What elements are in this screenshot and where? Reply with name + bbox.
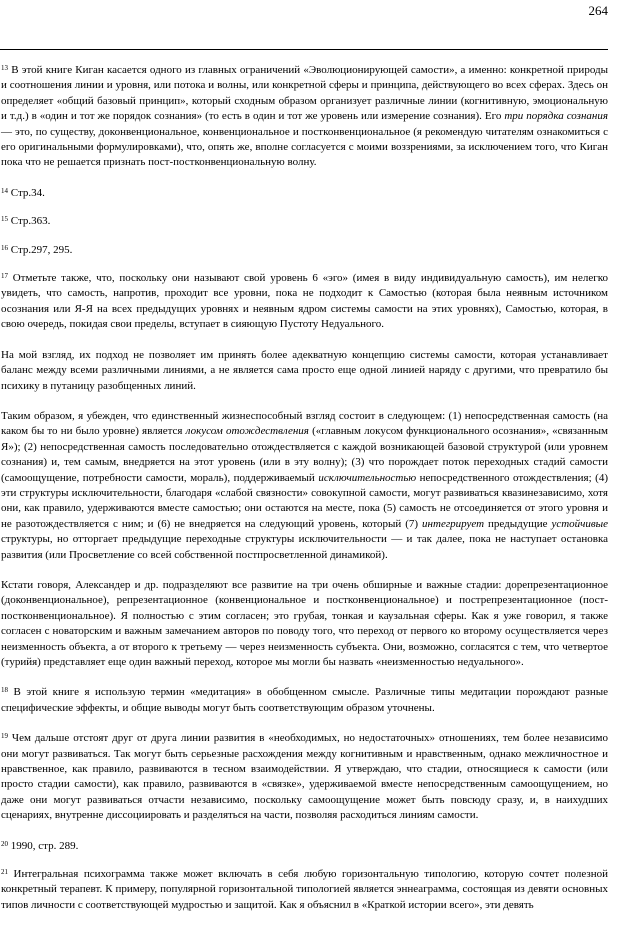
paragraph-text: («главным локусом функционального осознания», «связанным Я»); (2) непосредственная самость последовательно отождествляется с каждой возникающей базовой структурой (или уровнем сознания) и, тем самым, внедряется на этот уровень (или в эту волну); (3) что порождает поток переходных стадий самости (самоощущение, потребности самости, мораль), поддерживаемый — [1, 425, 608, 484]
paragraph-text: непосредственного отождествления; (4) эти структуры исключительности, благодаря «слабой связности» совокупной самости, могут развиваться квазинезависимо, хотя они, как правило, удерживаются вместе самостью; они остаются на месте, пока (5) самость не отсоединяется от этого уровня и не разотождествляется с ним; и (6) не внедряется на следующий уровень, который (7) — [1, 471, 608, 530]
paragraph-text: В этой книге Киган касается одного из главных ограничений «Эволюционирующей самости», а именно: конкретной природы и соотношения линии и уровня, или потока и волны, или конкретной сферы и принципа, действующего во всех сферах. Здесь он определяет «общий базовый принцип», который сходным образом организует различные линии (когнитивную, эмоциональную и т.д.) в «один и тот же порядок сознания» (то есть в один и тот же уровень или измерение сознания). Его — [1, 64, 608, 123]
footnote-number: 20 — [1, 839, 8, 848]
footnote-number: 21 — [1, 868, 8, 877]
paragraph — [1, 578, 608, 670]
footnote-number: 19 — [1, 732, 8, 741]
paragraph — [1, 685, 608, 716]
footnote-number: 13 — [1, 64, 8, 72]
paragraph — [1, 348, 608, 394]
footnote-number: 15 — [1, 215, 8, 224]
paragraph — [1, 63, 608, 171]
paragraph — [1, 214, 608, 229]
italic-text: локусом отождествления — [185, 425, 309, 438]
paragraph-text: Интегральная психограмма также может включать в себя любую горизонтальную типологию, которую сочтет полезной конкретный терапевт. К примеру, популярной горизонтальной типологией является эннеаграмма, состоящая из девяти основных типов личности с соответствующей мудростью и защитой. Как я объяснил в «Краткой истории всего», эти девять — [1, 868, 608, 911]
italic-text: исключительностью — [318, 471, 417, 484]
italic-text: устойчивые — [551, 517, 609, 530]
page-body — [1, 63, 608, 928]
paragraph-text: Стр.297, 295. — [8, 243, 73, 256]
paragraph — [1, 243, 608, 258]
paragraph — [1, 271, 608, 333]
paragraph — [1, 409, 608, 563]
italic-text: интегрирует — [422, 517, 485, 530]
page-number: 264 — [588, 3, 608, 18]
paragraph-text: 1990, стр. 289. — [8, 839, 79, 852]
italic-text: три порядка сознания — [504, 110, 608, 123]
paragraph — [1, 839, 608, 854]
paragraph — [1, 731, 608, 823]
paragraph-text: Чем дальше отстоят друг от друга линии развития в «необходимых, но недостаточных» отношениях, тем более независимо они могут развиваться. Так могут быть серьезные расхождения между когнитивным и нравственным, однако межличностное и нравственное, как правило, развиваются в тесном взаимодействии. Я утверждаю, что стадии, относящиеся к самости (или просто стадии самости), как правило, развиваются в «связке», удерживаемой вместе непосредственным самоощущением, но даже они могут развиваться отчасти независимо, поскольку самоощущение может быть повсюду сразу, и, в наихудших сценариях, внутренне диссоциировать и разделяться на части, позволяя расходиться линиям самости. — [1, 732, 608, 822]
header-rule — [0, 49, 608, 50]
paragraph-text: Стр.34. — [8, 186, 45, 199]
paragraph-text: В этой книге я использую термин «медитация» в обобщенном смысле. Различные типы медитации порождают разные специфические эффекты, и общие выводы могут быть соответствующим образом уточнены. — [1, 686, 608, 714]
paragraph-text: Стр.363. — [8, 215, 51, 228]
paragraph-text: На мой взгляд, их подход не позволяет им принять более адекватную концепцию системы самости, которая устанавливает баланс между всеми различными линиями, а не является сама просто еще одной линией наряду с другими, что превратило бы психику в путаницу разобщенных линий. — [1, 348, 608, 392]
footnote-number: 16 — [1, 243, 8, 252]
paragraph-text: предыдущие — [484, 517, 552, 530]
paragraph-text: Кстати говоря, Александер и др. подразделяют все развитие на три очень обширные и важные стадии: дорепрезентационное (доконвенциональное), репрезентационное (конвенциональное и постконвенциональное) и пострепрезентационное (пост-постконвенциональное). Я полностью с этим согласен; это грубая, тонкая и каузальная сферы. Как я уже говорил, я также согласен с новаторским и важным замечанием авторов по поводу того, что переход от первого ко второму осуществляется через неизменность объекта, а от второго к третьему — через неизменность субъекта. Они, возможно, согласятся с тем, что четвертое (турийя) представляет еще один важный переход, которое мы могли бы назвать «неизменностью недуального». — [1, 578, 608, 668]
paragraph-text: структуры, но отторгает предыдущие переходные структуры исключительности — и так далее, пока не наступает остановка развития (или Просветление со всей собственной постпросветленной динамикой). — [1, 533, 608, 561]
footnote-number: 14 — [1, 186, 8, 195]
footnote-number: 18 — [1, 686, 8, 695]
paragraph-text: Отметьте также, что, поскольку они называют свой уровень 6 «эго» (имея в виду индивидуальную самость), им нелегко увидеть, что самость, напротив, проходит все уровни, пока не подходит к Самостью (которая была неявным источником осознания или Я-Я на всех предыдущих уровнях и неявным ядром системы самости на этих уровнях), Самостью, которая, в свою очередь, покидая свои пределы, вступает в сияющую Пустоту Недуального. — [1, 272, 608, 331]
footnote-number: 17 — [1, 272, 8, 281]
paragraph — [1, 186, 608, 201]
paragraph — [1, 867, 608, 913]
paragraph-text: — это, по существу, доконвенциональное, конвенциональное и постконвенциональное (я рекомендую читателям ознакомиться с его оригинальными формулировками), что, опять же, вполне согласуется с моими воззрениями, за исключением того, что Киган пока что не решается признать пост-постконвенциональную волну. — [1, 125, 608, 169]
paragraph-text: Таким образом, я убежден, что единственный жизнеспособный взгляд состоит в следующем: (1) непосредственная самость (на каком бы то ни было уровне) является — [1, 409, 608, 438]
